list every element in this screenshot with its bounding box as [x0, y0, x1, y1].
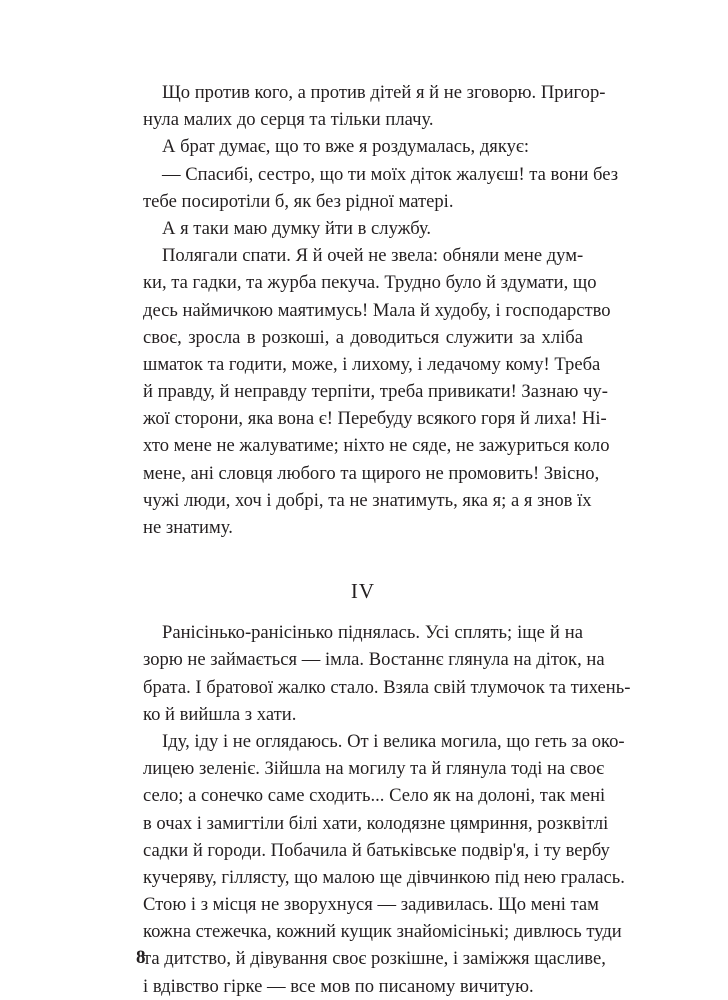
text-line: Стою і з місця не зворухнуся — задивилась. Що мені там — [143, 894, 599, 916]
text-line: зорю не займається — імла. Востаннє глянула на діток, на — [143, 649, 605, 671]
paragraph — [143, 619, 631, 728]
text-line: в очах і замигтіли білі хати, колодязне цямриння, розквітлі — [143, 812, 609, 834]
text-line: шматок та годити, може, і лихому, і ледачому кому! Треба — [143, 353, 601, 375]
text-line: брата. І братової жалко стало. Взяла свій тлумочок та тихень- — [143, 676, 631, 698]
paragraph — [143, 133, 583, 160]
paragraph — [143, 242, 611, 541]
text-line: та дитство, й дівування своє розкішне, і заміжжя щасливе, — [143, 948, 606, 970]
text-line: кучеряву, гіллясту, що малою ще дівчинкою під нею гралась. — [143, 866, 625, 888]
text-line: Полягали спати. Я й очей не звела: обняли мене дум- — [162, 245, 584, 267]
paragraph — [143, 728, 625, 1000]
text-line: своє, зросла в розкоші, а доводиться служити за хліба — [143, 326, 583, 348]
text-line: жої сторони, яка вона є! Перебуду всякого горя й лиха! Ні- — [143, 408, 607, 430]
text-line: Іду, іду і не оглядаюсь. От і велика могила, що геть за око- — [162, 730, 625, 752]
text-line: хто мене не жалуватиме; ніхто не сяде, не зажуриться коло — [143, 435, 610, 457]
section-before — [143, 79, 619, 541]
text-line: лицею зеленіє. Зійшла на могилу та й глянула тоді на своє — [143, 758, 605, 780]
paragraph — [143, 215, 583, 242]
text-line: ки, та гадки, та журба пекуча. Трудно було й здумати, що — [143, 272, 597, 294]
text-line: ко й вийшла з хати. — [143, 703, 297, 725]
text-line: А брат думає, що то вже я роздумалась, дякує: — [162, 136, 530, 158]
text-line: чужі люди, хоч і добрі, та не знатимуть, яка я; а я знов їх — [143, 489, 592, 511]
text-line: кожна стежечка, кожний кущик знайомісінькі; дивлюсь туди — [143, 921, 622, 943]
text-line: мене, ані словця любого та щирого не промовить! Звісно, — [143, 462, 600, 484]
text-line: Що против кого, а против дітей я й не зговорю. Пригор- — [162, 82, 606, 103]
chapter-body — [143, 619, 631, 1000]
text-line: Ранісінько-ранісінько піднялась. Усі сплять; іще й на — [162, 622, 583, 644]
paragraph — [143, 161, 619, 215]
text-line: й правду, й неправду терпіти, треба привикати! Зазнаю чу- — [143, 381, 608, 403]
text-line: нула малих до серця та тільки плачу. — [143, 109, 434, 131]
text-line: десь наймичкою маятимусь! Мала й худобу, і господарство — [143, 299, 611, 321]
text-line: село; а сонечко саме сходить... Село як на долоні, так мені — [143, 785, 606, 807]
book-page — [143, 79, 631, 1000]
text-line: тебе посиротіли б, як без рідної матері. — [143, 190, 454, 212]
chapter-heading: IV — [350, 579, 376, 604]
text-line: А я таки маю думку йти в службу. — [162, 217, 432, 239]
paragraph — [143, 79, 606, 133]
text-line: не знатиму. — [143, 517, 233, 538]
text-line: і вдівство гірке — все мов по писаному вичитую. — [143, 975, 534, 997]
text-line: садки й городи. Побачила й батьківське подвір'я, і ту вербу — [143, 839, 610, 861]
text-line: — Спасибі, сестро, що ти моїх діток жалуєш! та вони без — [162, 163, 619, 185]
page-number: 8 — [136, 947, 146, 968]
